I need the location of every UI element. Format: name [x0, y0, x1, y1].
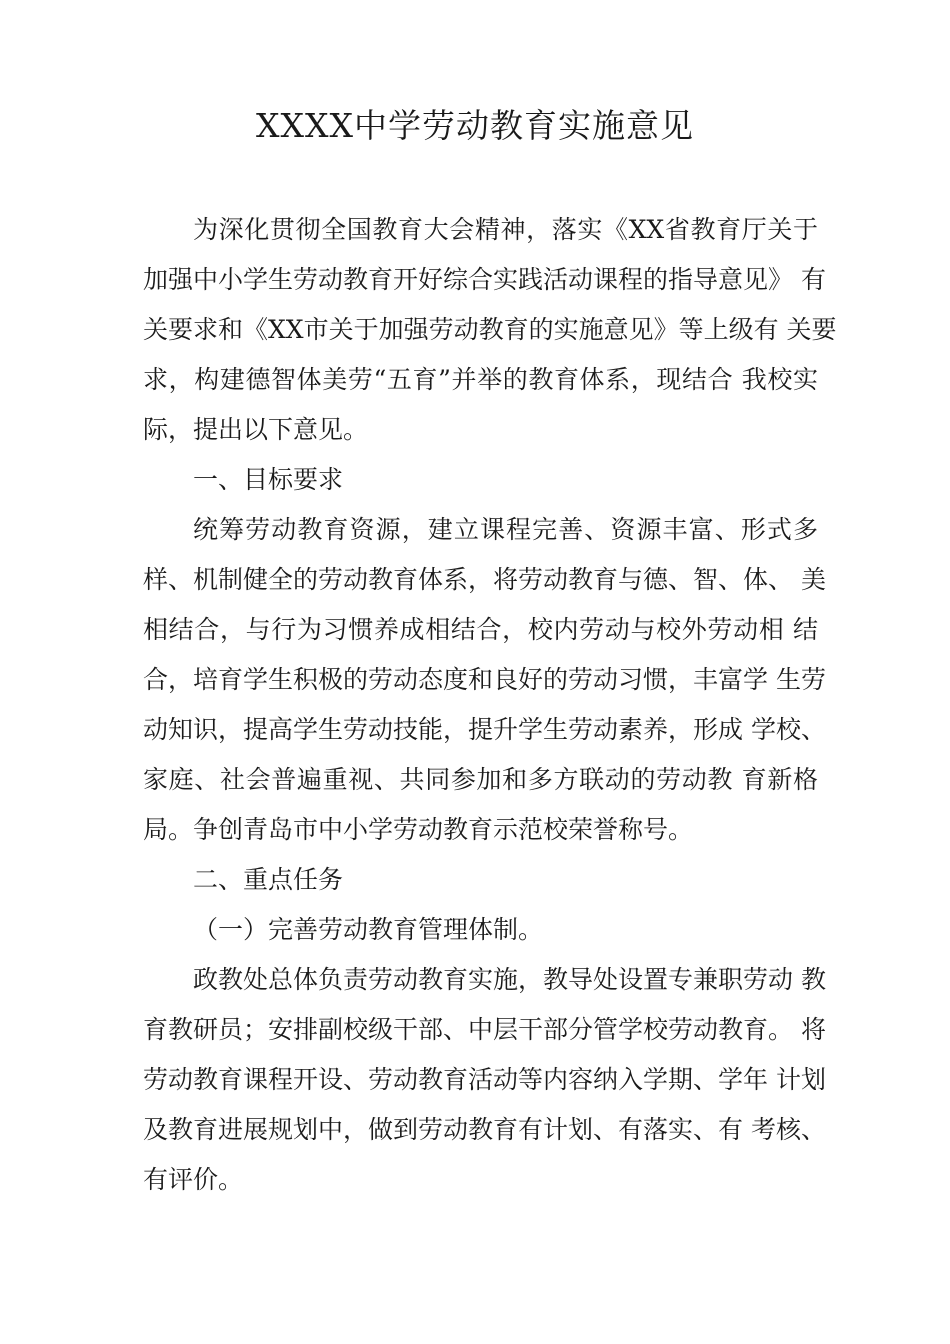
text-line: 政教处总体负责劳动教育实施，教导处设置专兼职劳动 教 — [193, 965, 826, 994]
text-line: 为深化贯彻全国教育大会精神，落实《XX省教育厅关于 — [193, 215, 818, 244]
text-line: 二、重点任务 — [193, 865, 344, 894]
text-line: 及教育进展规划中，做到劳动教育有计划、有落实、有 考核、 — [143, 1115, 826, 1144]
text-line: 相结合，与行为习惯养成相结合，校内劳动与校外劳动相 结 — [143, 615, 818, 644]
text-line: 一、目标要求 — [193, 465, 344, 494]
text-line: （一）完善劳动教育管理体制。 — [193, 915, 544, 944]
text-line: 加强中小学生劳动教育开好综合实践活动课程的指导意见》 有 — [143, 265, 826, 294]
document-body — [143, 205, 837, 1205]
text-line: 际，提出以下意见。 — [143, 415, 369, 444]
text-line: 育教研员；安排副校级干部、中层干部分管学校劳动教育。 将 — [143, 1015, 826, 1044]
document-title: XXXX中学劳动教育实施意见 — [256, 106, 694, 145]
text-line: 关要求和《XX市关于加强劳动教育的实施意见》等上级有 关要 — [143, 315, 837, 344]
text-line: 合，培育学生积极的劳动态度和良好的劳动习惯，丰富学 生劳 — [143, 665, 826, 694]
text-line: 劳动教育课程开设、劳动教育活动等内容纳入学期、学年 计划 — [143, 1065, 826, 1094]
text-line: 有评价。 — [143, 1165, 244, 1194]
text-line: 动知识，提高学生劳动技能，提升学生劳动素养，形成 学校、 — [143, 715, 826, 744]
text-line: 局。争创青岛市中小学劳动教育示范校荣誉称号。 — [143, 815, 694, 844]
text-line: 统筹劳动教育资源，建立课程完善、资源丰富、形式多 — [193, 515, 818, 544]
text-line: 家庭、社会普遍重视、共同参加和多方联动的劳动教 育新格 — [143, 765, 818, 794]
text-line: 样、机制健全的劳动教育体系，将劳动教育与德、智、体、 美 — [143, 565, 826, 594]
text-line: 求，构建德智体美劳“五育”并举的教育体系，现结合 我校实 — [143, 365, 818, 394]
